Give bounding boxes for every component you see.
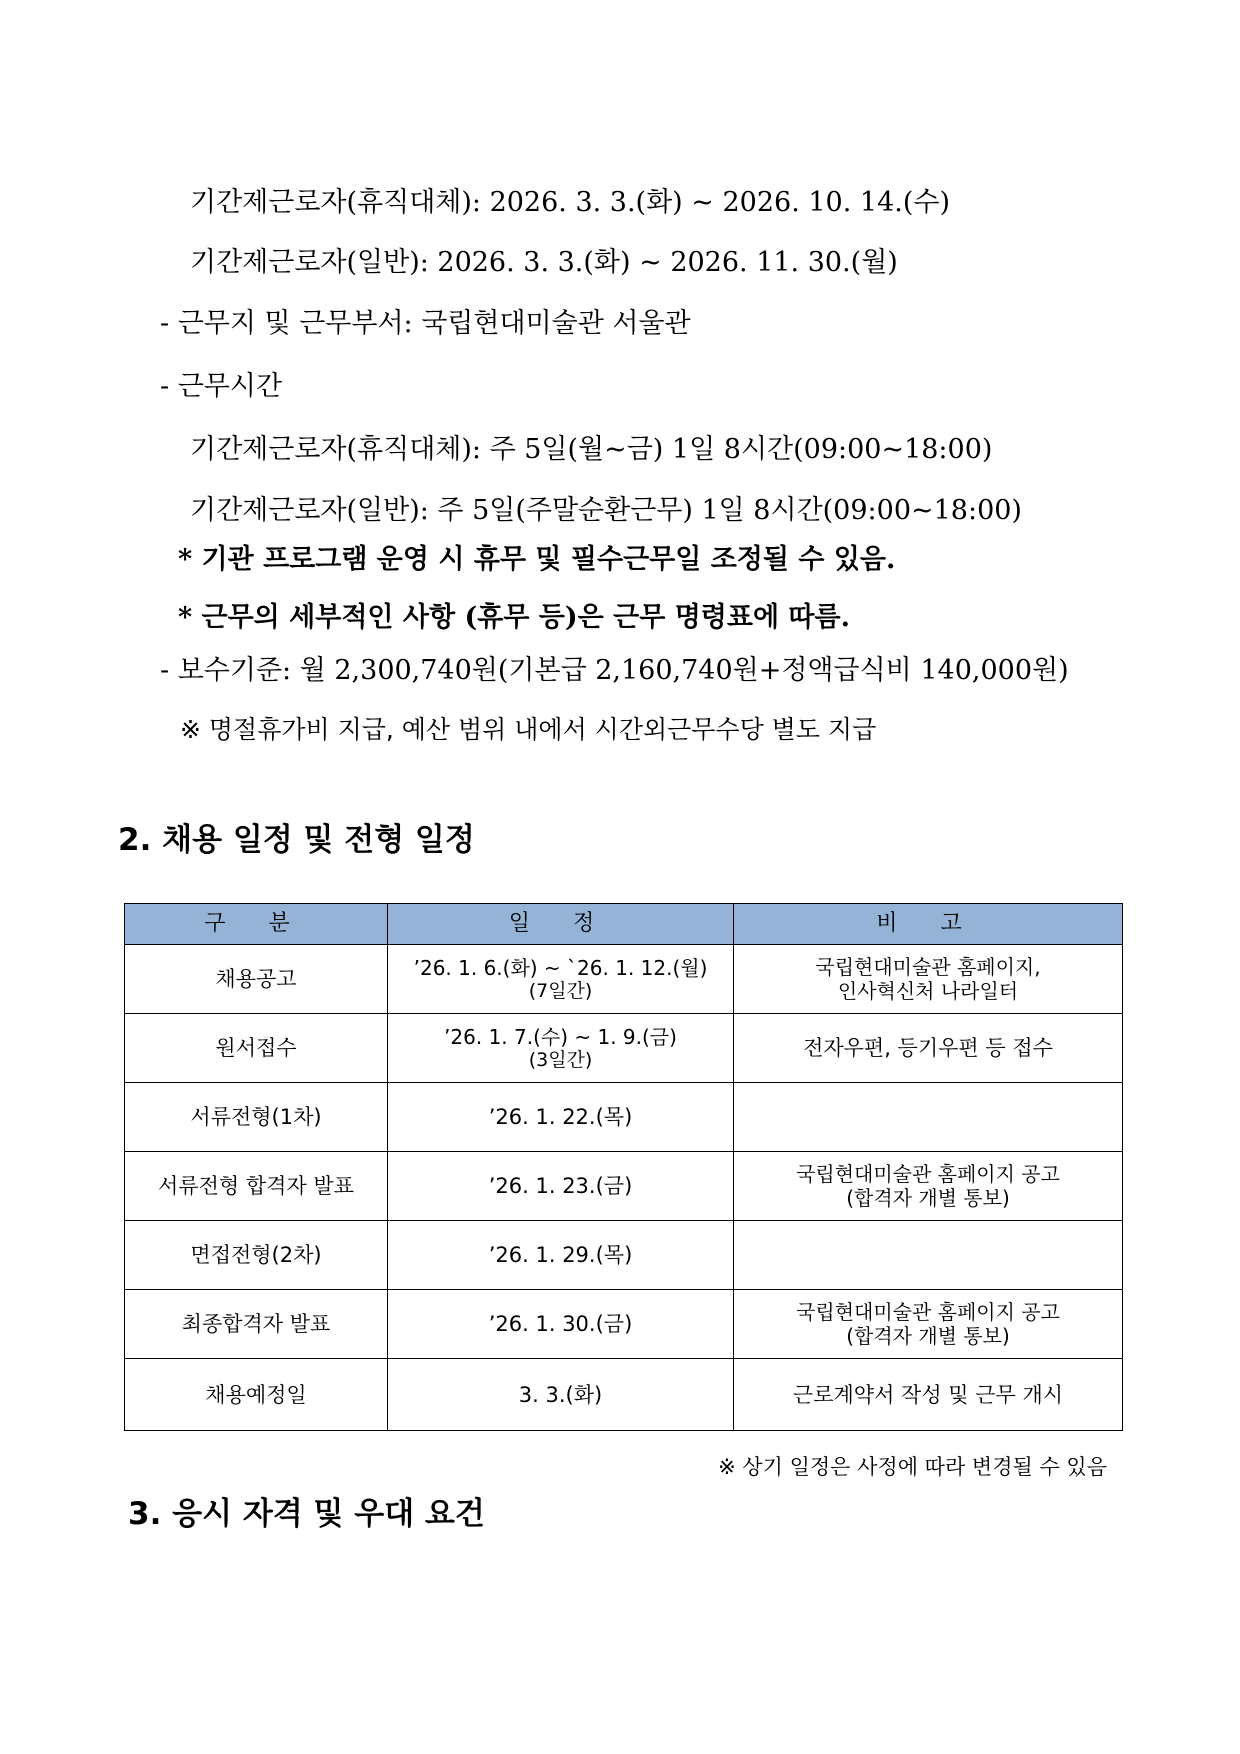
row-category: 서류전형 합격자 발표 bbox=[125, 1152, 388, 1221]
note-details: * 근무의 세부적인 사항 (휴무 등)은 근무 명령표에 따름. bbox=[178, 602, 850, 633]
note-main: 국립현대미술관 홈페이지, bbox=[815, 955, 1041, 979]
term-general: 기간제근로자(일반): 2026. 3. 3.(화) ~ 2026. 11. 30.(월) bbox=[190, 247, 898, 278]
note-adjustment: * 기관 프로그램 운영 시 휴무 및 필수근무일 조정될 수 있음. bbox=[178, 544, 896, 575]
section-2-title: 2. 채용 일정 및 전형 일정 bbox=[118, 822, 475, 858]
row-schedule: 3. 3.(화) bbox=[388, 1359, 734, 1431]
table-row bbox=[125, 945, 1123, 1014]
hours-leave-replacement: 기간제근로자(휴직대체): 주 5일(월~금) 1일 8시간(09:00~18:00) bbox=[190, 434, 993, 465]
row-category: 채용공고 bbox=[125, 945, 388, 1014]
workplace: - 근무지 및 근무부서: 국립현대미술관 서울관 bbox=[160, 308, 691, 339]
row-schedule: ’26. 1. 22.(목) bbox=[388, 1083, 734, 1152]
row-schedule: ’26. 1. 30.(금) bbox=[388, 1290, 734, 1359]
row-schedule bbox=[388, 945, 734, 1014]
schedule-table bbox=[124, 903, 1123, 1431]
row-schedule bbox=[388, 1014, 734, 1083]
pay-standard: - 보수기준: 월 2,300,740원(기본급 2,160,740원+정액급식비 140,000원) bbox=[160, 655, 1069, 686]
schedule-sub: (7일간) bbox=[528, 980, 593, 1002]
row-category: 서류전형(1차) bbox=[125, 1083, 388, 1152]
schedule-main: ’26. 1. 6.(화) ~ `26. 1. 12.(월) bbox=[413, 956, 708, 980]
section-3-title: 3. 응시 자격 및 우대 요건 bbox=[128, 1496, 485, 1532]
table-header-row bbox=[125, 904, 1123, 945]
row-category: 면접전형(2차) bbox=[125, 1221, 388, 1290]
header-category: 구 분 bbox=[125, 904, 388, 945]
row-note bbox=[734, 1290, 1123, 1359]
row-note bbox=[734, 1221, 1123, 1290]
row-category: 원서접수 bbox=[125, 1014, 388, 1083]
hours-general: 기간제근로자(일반): 주 5일(주말순환근무) 1일 8시간(09:00~18:00) bbox=[190, 495, 1022, 526]
row-schedule: ’26. 1. 23.(금) bbox=[388, 1152, 734, 1221]
table-row bbox=[125, 1014, 1123, 1083]
table-row bbox=[125, 1152, 1123, 1221]
row-category: 채용예정일 bbox=[125, 1359, 388, 1431]
table-row bbox=[125, 1221, 1123, 1290]
row-note bbox=[734, 1152, 1123, 1221]
table-row bbox=[125, 1083, 1123, 1152]
row-schedule: ’26. 1. 29.(목) bbox=[388, 1221, 734, 1290]
note-sub: (합격자 개별 통보) bbox=[846, 1186, 1010, 1210]
note-main: 국립현대미술관 홈페이지 공고 bbox=[796, 1300, 1060, 1324]
note-sub: (합격자 개별 통보) bbox=[846, 1324, 1010, 1348]
row-note: 근로계약서 작성 및 근무 개시 bbox=[734, 1359, 1123, 1431]
note-sub: 인사혁신처 나라일터 bbox=[837, 979, 1019, 1003]
table-row bbox=[125, 1359, 1123, 1431]
table-row bbox=[125, 1290, 1123, 1359]
note-main: 국립현대미술관 홈페이지 공고 bbox=[796, 1162, 1060, 1186]
header-note: 비 고 bbox=[734, 904, 1123, 945]
schedule-main: ’26. 1. 7.(수) ~ 1. 9.(금) bbox=[444, 1025, 677, 1049]
table-footnote: ※ 상기 일정은 사정에 따라 변경될 수 있음 bbox=[718, 1455, 1107, 1479]
work-hours-label: - 근무시간 bbox=[160, 371, 283, 402]
row-note bbox=[734, 1083, 1123, 1152]
schedule-sub: (3일간) bbox=[528, 1049, 593, 1071]
row-note bbox=[734, 945, 1123, 1014]
pay-extra-note: ※ 명절휴가비 지급, 예산 범위 내에서 시간외근무수당 별도 지급 bbox=[180, 715, 877, 744]
row-category: 최종합격자 발표 bbox=[125, 1290, 388, 1359]
header-schedule: 일 정 bbox=[388, 904, 734, 945]
row-note: 전자우편, 등기우편 등 접수 bbox=[734, 1014, 1123, 1083]
term-leave-replacement: 기간제근로자(휴직대체): 2026. 3. 3.(화) ~ 2026. 10. 14.(수) bbox=[190, 187, 950, 218]
